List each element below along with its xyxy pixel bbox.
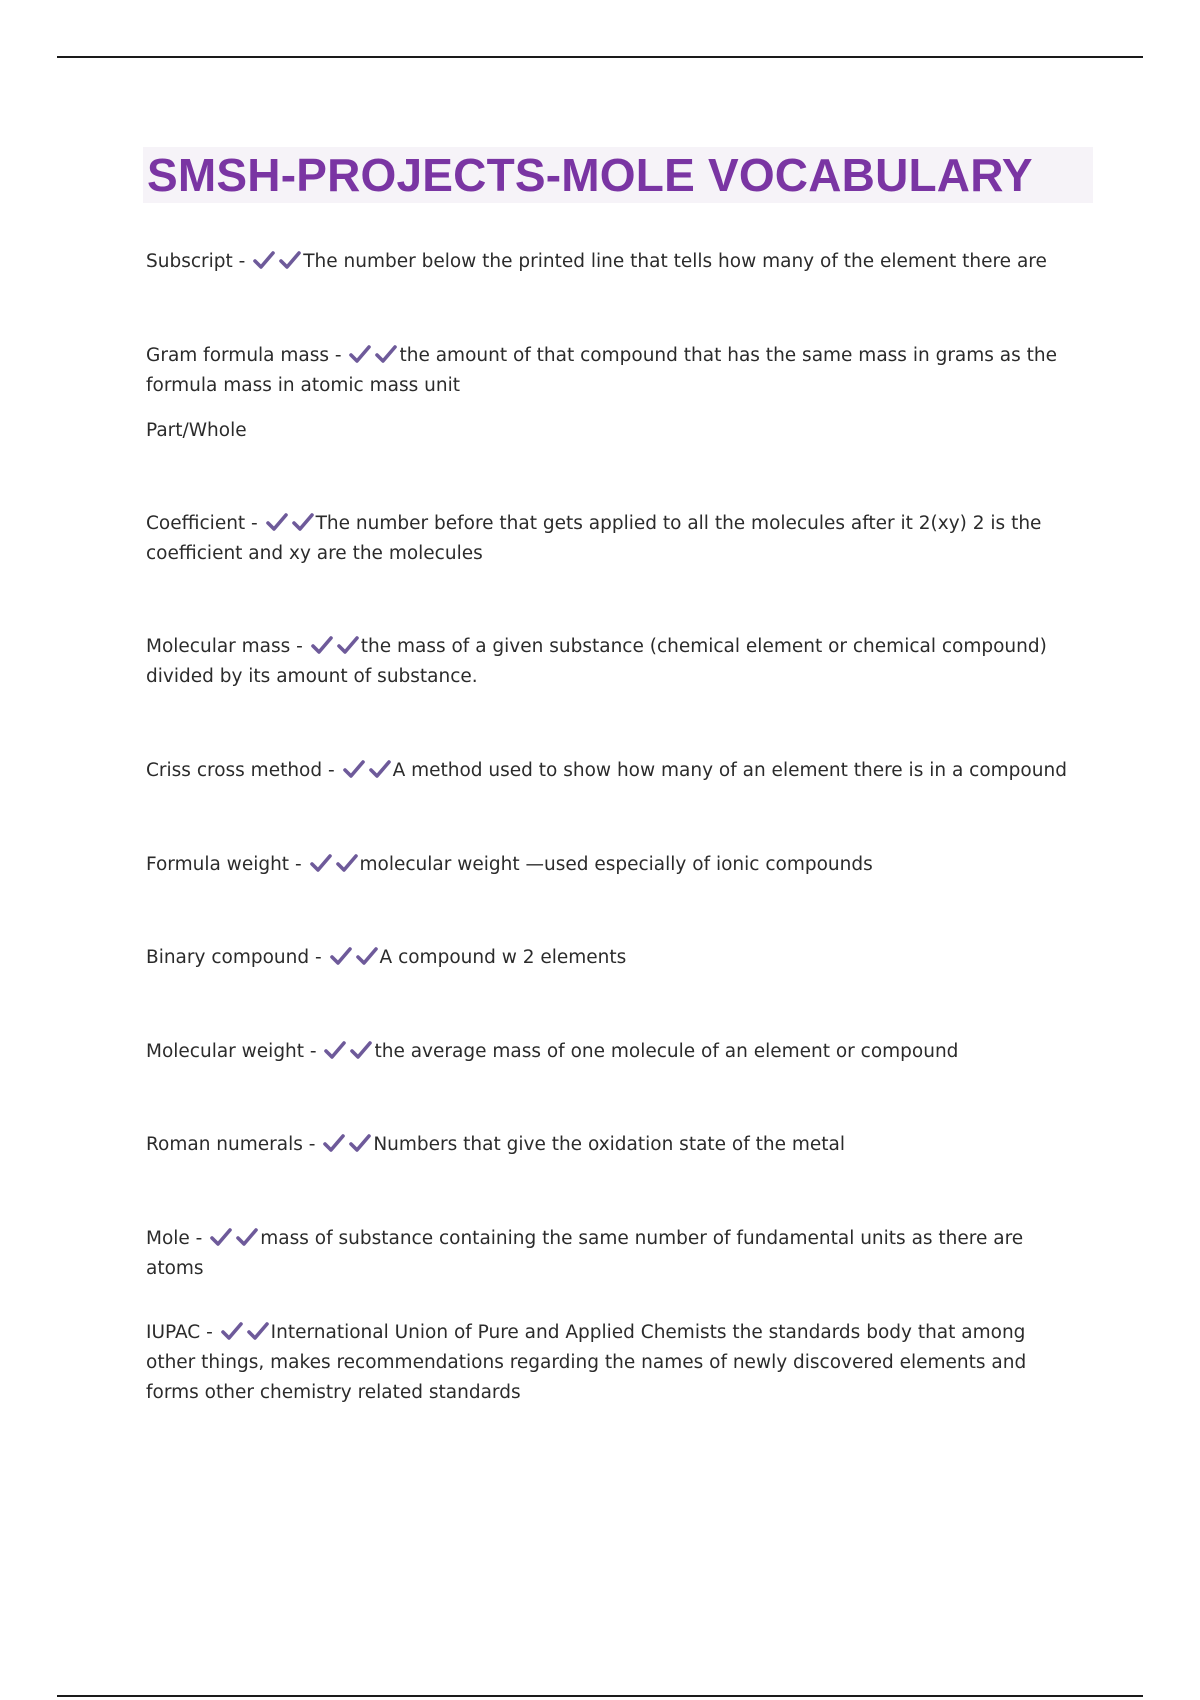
checkmark-icon [329,945,353,967]
vocab-term: Molecular mass - [146,636,309,657]
vocab-entry-criss-cross-method [146,756,1076,786]
title-highlight [143,147,1093,203]
vocab-term: Formula weight - [146,854,308,875]
double-check-icons [208,1228,260,1249]
vocab-term: Subscript - [146,251,252,272]
vocab-entry-roman-numerals [146,1130,1076,1160]
checkmark-icon [348,1132,372,1154]
vocab-entry-subscript [146,247,1076,277]
checkmark-icon [246,1320,270,1342]
double-check-icons [308,854,360,875]
vocab-entry-iupac [146,1318,1076,1408]
checkmark-icon [336,634,360,656]
checkmark-icon [235,1226,259,1248]
vocab-term: Roman numerals - [146,1134,322,1155]
vocab-entry-molecular-weight [146,1037,1076,1067]
double-check-icons [219,1322,271,1343]
checkmark-icon [220,1320,244,1342]
vocab-term: Mole - [146,1228,209,1249]
double-check-icons [321,1134,373,1155]
part-whole-line: Part/Whole [146,420,247,441]
checkmark-icon [252,249,276,271]
vocab-definition: mass of substance containing the same number of fundamental units as there are atoms [146,1228,1024,1279]
vocab-entry-coefficient [146,509,1076,569]
checkmark-icon [209,1226,233,1248]
double-check-icons [264,513,316,534]
checkmark-icon [278,249,302,271]
vocab-term: Gram formula mass - [146,345,348,366]
vocab-definition: A method used to show how many of an element there is in a compound [392,760,1067,781]
vocab-entry-molecular-mass [146,632,1076,692]
checkmark-icon [374,343,398,365]
bottom-rule [57,1695,1143,1697]
double-check-icons [341,760,393,781]
double-check-icons [309,636,361,657]
vocab-term: Molecular weight - [146,1041,323,1062]
checkmark-icon [310,634,334,656]
vocab-entry-mole [146,1224,1076,1284]
vocab-definition: the average mass of one molecule of an element or compound [374,1041,959,1062]
double-check-icons [328,947,380,968]
vocab-entry-binary-compound [146,943,1076,973]
double-check-icons [322,1041,374,1062]
checkmark-icon [265,511,289,533]
checkmark-icon [355,945,379,967]
vocab-definition: the mass of a given substance (chemical element or chemical compound) divided by its amount of substance. [146,636,1047,687]
vocab-definition: The number below the printed line that tells how many of the element there are [303,251,1047,272]
double-check-icons [347,345,399,366]
checkmark-icon [349,1039,373,1061]
vocab-term: Coefficient - [146,513,264,534]
vocab-term: Criss cross method - [146,760,341,781]
vocab-term: Binary compound - [146,947,328,968]
checkmark-icon [291,511,315,533]
vocab-definition: A compound w 2 elements [379,947,627,968]
double-check-icons [251,251,303,272]
vocab-definition: Numbers that give the oxidation state of the metal [373,1134,846,1155]
vocab-definition: the amount of that compound that has the same mass in grams as the formula mass in atomic mass unit [146,345,1058,396]
vocab-entry-formula-weight [146,850,1076,880]
page-title: SMSH-PROJECTS-MOLE VOCABULARY [147,149,1033,201]
checkmark-icon [348,343,372,365]
vocab-definition: International Union of Pure and Applied Chemists the standards body that among other things, makes recommendations regarding the names of newly discovered elements and forms other chemistry related standards [146,1322,1027,1403]
checkmark-icon [368,758,392,780]
vocab-term: IUPAC - [146,1322,219,1343]
vocab-definition: molecular weight —used especially of ionic compounds [359,854,873,875]
vocab-definition: The number before that gets applied to all the molecules after it 2(xy) 2 is the coefficient and xy are the molecules [146,513,1042,564]
checkmark-icon [323,1039,347,1061]
checkmark-icon [309,852,333,874]
top-rule [57,56,1143,58]
checkmark-icon [322,1132,346,1154]
checkmark-icon [342,758,366,780]
vocab-entry-gram-formula-mass [146,341,1076,401]
checkmark-icon [335,852,359,874]
